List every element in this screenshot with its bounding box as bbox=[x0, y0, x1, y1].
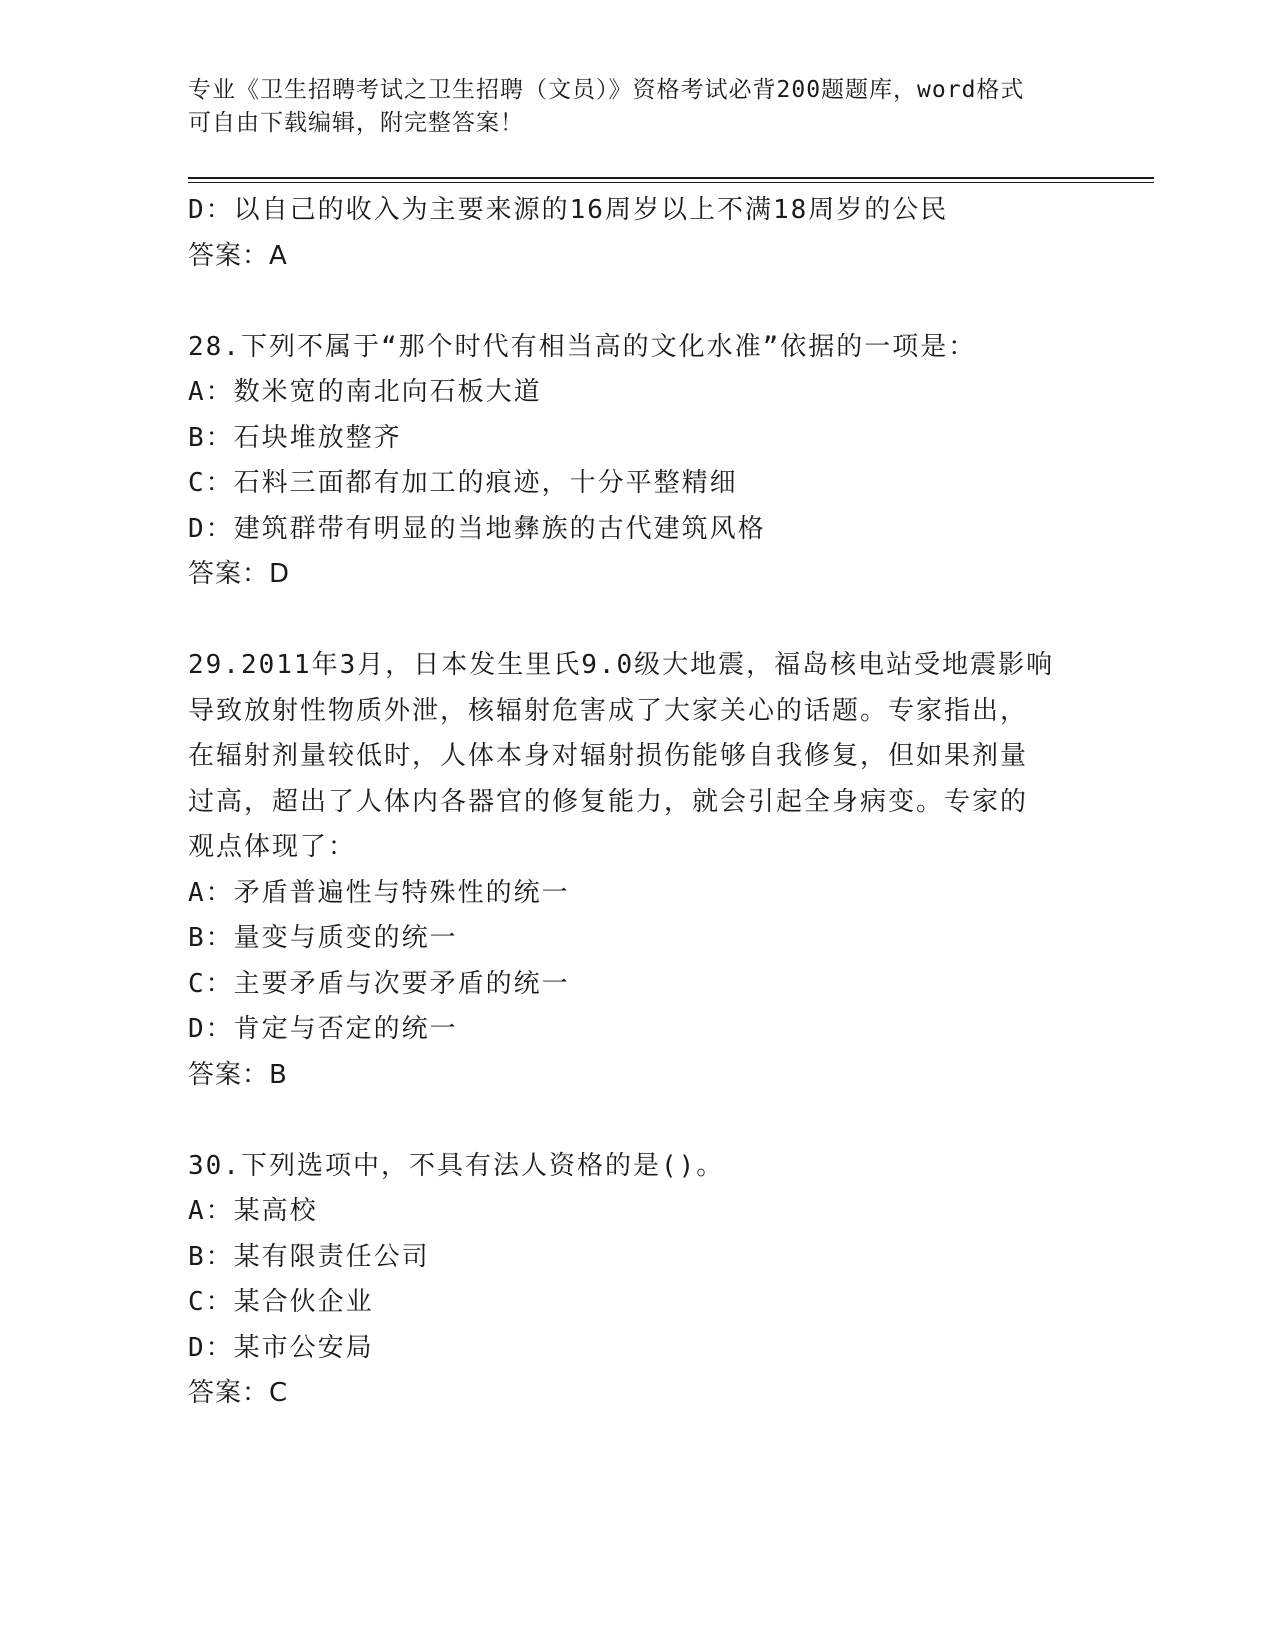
option-a: A：某高校 bbox=[188, 1196, 318, 1226]
header-divider-thick bbox=[188, 177, 1154, 179]
question-stem-line: 30.下列选项中，不具有法人资格的是()。 bbox=[188, 1150, 725, 1181]
option-c: C：主要矛盾与次要矛盾的统一 bbox=[188, 968, 570, 999]
header-line-2: 可自由下载编辑，附完整答案！ bbox=[188, 110, 524, 136]
spacer bbox=[188, 1098, 1088, 1144]
answer-line: 答案：A bbox=[188, 240, 288, 271]
question-stem-line: 观点体现了： bbox=[188, 832, 357, 862]
question-stem-line: 29.2011年3月，日本发生里氏9.0级大地震，福岛核电站受地震影响 bbox=[188, 650, 1055, 680]
option-d: D：肯定与否定的统一 bbox=[188, 1014, 458, 1044]
spacer bbox=[188, 279, 1088, 325]
question-30 bbox=[188, 1144, 1088, 1417]
option-d: D：以自己的收入为主要来源的16周岁以上不满18周岁的公民 bbox=[188, 195, 949, 225]
question-stem-line: 导致放射性物质外泄，核辐射危害成了大家关心的话题。专家指出， bbox=[188, 695, 1029, 726]
spacer bbox=[188, 598, 1088, 644]
option-d: D：建筑群带有明显的当地彝族的古代建筑风格 bbox=[188, 513, 766, 544]
option-b: B：石块堆放整齐 bbox=[188, 422, 402, 453]
option-d: D：某市公安局 bbox=[188, 1332, 374, 1363]
option-b: B：某有限责任公司 bbox=[188, 1241, 430, 1272]
question-stem-line: 在辐射剂量较低时，人体本身对辐射损伤能够自我修复，但如果剂量 bbox=[188, 741, 1029, 771]
answer-line: 答案：C bbox=[188, 1378, 289, 1408]
question-stem-line: 28.下列不属于“那个时代有相当高的文化水准”依据的一项是： bbox=[188, 331, 977, 362]
header-line-1: 专业《卫生招聘考试之卫生招聘（文员）》资格考试必背200题题库，word格式 bbox=[188, 77, 1025, 103]
question-28 bbox=[188, 325, 1088, 598]
option-c: C：石料三面都有加工的痕迹，十分平整精细 bbox=[188, 468, 738, 498]
question-stem-line: 过高，超出了人体内各器官的修复能力，就会引起全身病变。专家的 bbox=[188, 786, 1029, 817]
option-a: A：数米宽的南北向石板大道 bbox=[188, 377, 542, 407]
answer-line: 答案：D bbox=[188, 559, 291, 589]
answer-line: 答案：B bbox=[188, 1059, 288, 1090]
document-body bbox=[188, 188, 1088, 1417]
header-divider-thin bbox=[188, 182, 1154, 183]
option-b: B：量变与质变的统一 bbox=[188, 923, 458, 953]
question-27-tail bbox=[188, 188, 1088, 279]
question-29 bbox=[188, 643, 1088, 1098]
option-a: A：矛盾普遍性与特殊性的统一 bbox=[188, 877, 570, 908]
document-header bbox=[188, 74, 1088, 140]
option-c: C：某合伙企业 bbox=[188, 1287, 374, 1317]
